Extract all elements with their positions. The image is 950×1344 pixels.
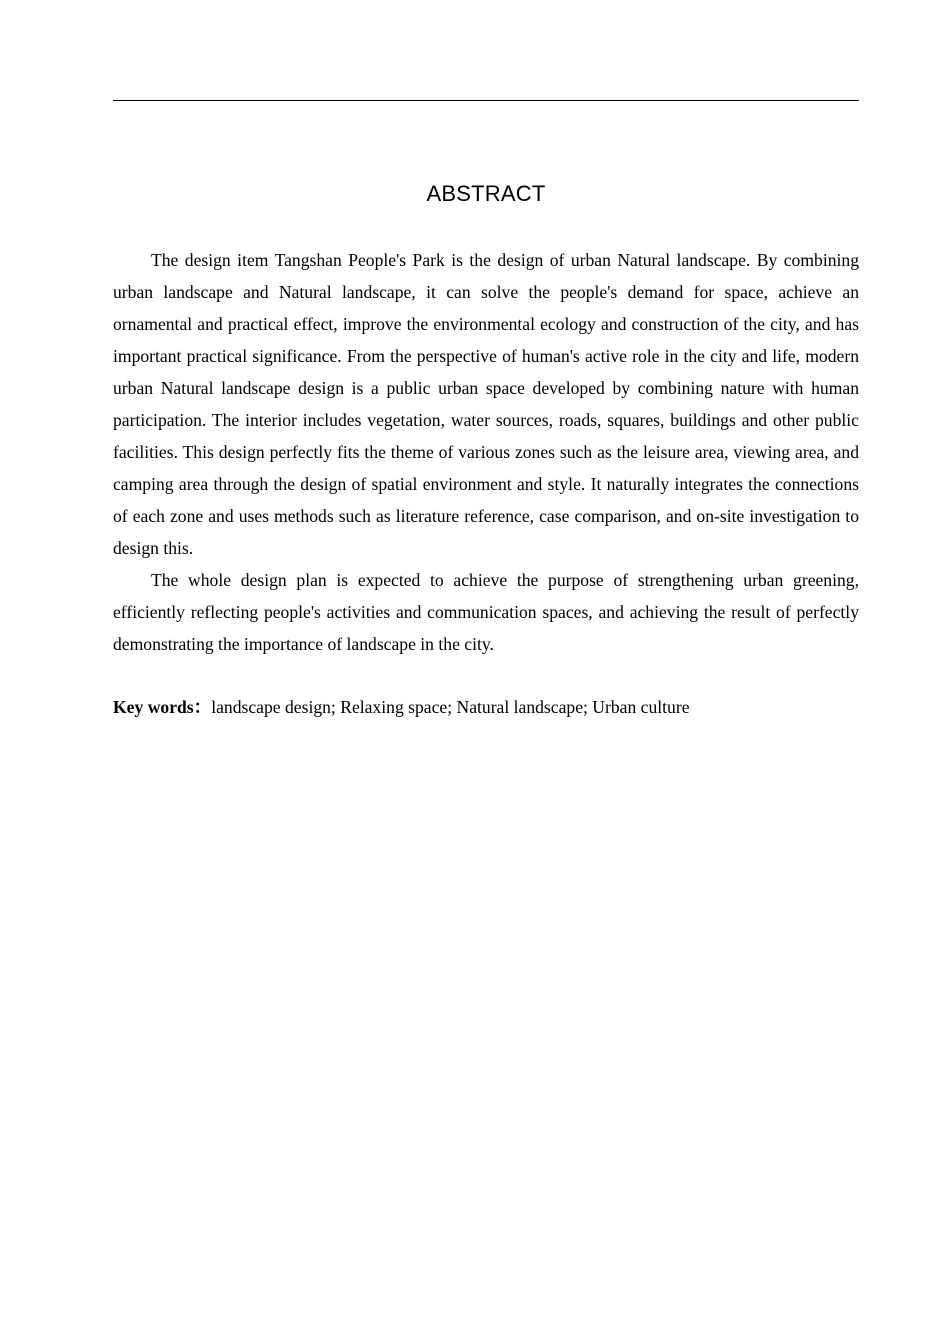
keywords-line bbox=[113, 691, 859, 723]
abstract-body bbox=[113, 244, 859, 660]
keywords-label: Key words： bbox=[113, 697, 212, 717]
abstract-paragraph-2: The whole design plan is expected to achieve the purpose of strengthening urban greening, efficiently reflecting people's activities and communication spaces, and achieving the result of perfectly demonstrating the importance of landscape in the city. bbox=[113, 570, 859, 654]
abstract-title: ABSTRACT bbox=[426, 181, 546, 206]
abstract-paragraph-1: The design item Tangshan People's Park is the design of urban Natural landscape. By combining urban landscape and Natural landscape, it can solve the people's demand for space, achieve an ornamental and practical effect, improve the environmental ecology and construction of the city, and has important practical significance. From the perspective of human's active role in the city and life, modern urban Natural landscape design is a public urban space developed by combining nature with human participation. The interior includes vegetation, water sources, roads, squares, buildings and other public facilities. This design perfectly fits the theme of various zones such as the leisure area, viewing area, and camping area through the design of spatial environment and style. It naturally integrates the connections of each zone and uses methods such as literature reference, case comparison, and on-site investigation to design this. bbox=[113, 250, 859, 558]
keywords-text: landscape design; Relaxing space; Natural landscape; Urban culture bbox=[211, 697, 690, 717]
header-rule bbox=[113, 100, 859, 101]
